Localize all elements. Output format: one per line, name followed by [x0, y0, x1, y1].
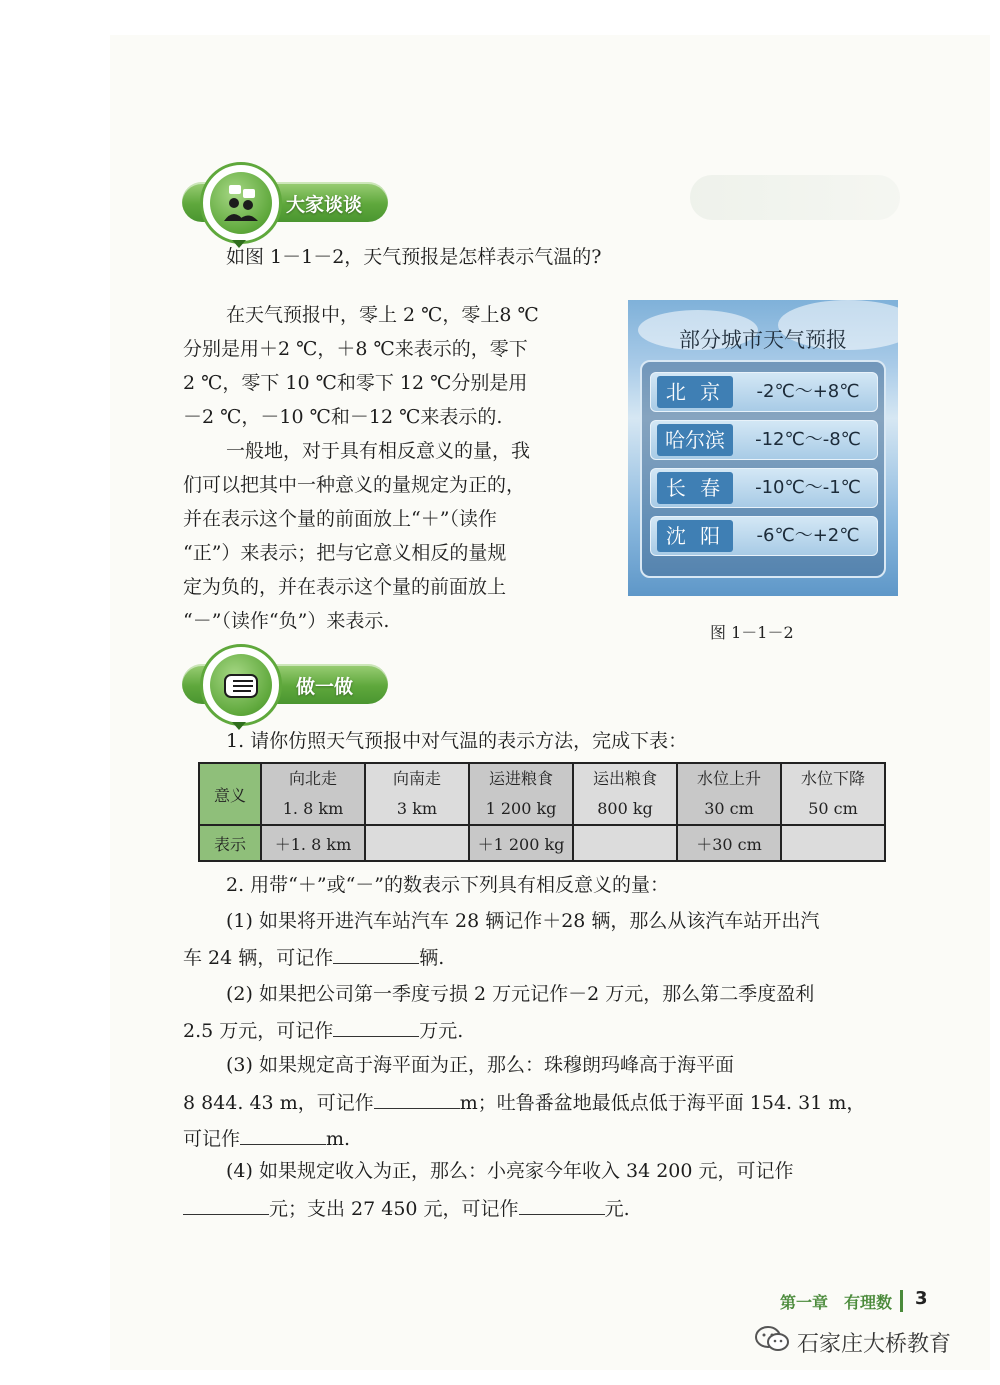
weather-row: [650, 372, 878, 412]
table-answer-cell: ＋1 200 kg: [469, 825, 573, 861]
practice-title: 做一做: [296, 676, 354, 698]
city-name: 哈尔滨: [657, 424, 733, 456]
table-answer-cell: [365, 825, 469, 861]
city-name: 沈 阳: [657, 520, 733, 552]
para2-line: 定为负的，并在表示这个量的前面放上: [183, 576, 507, 598]
answer-blank[interactable]: [183, 1196, 269, 1215]
watermark-text: 石家庄大桥教育: [797, 1331, 952, 1357]
question-2-2-cont: 2.5 万元，可记作 万元.: [183, 1020, 464, 1042]
table-row-label: 表示: [199, 825, 261, 861]
question-2-2: (2) 如果把公司第一季度亏损 2 万元记作－2 万元，那么第二季度盈利: [226, 983, 815, 1005]
weather-row: [650, 420, 878, 460]
weather-forecast-figure: [628, 300, 898, 596]
city-name: 北 京: [657, 376, 733, 408]
watermark: [755, 1325, 951, 1359]
para2-line: “正”）来表示；把与它意义相反的量规: [183, 542, 507, 564]
para1-line: 在天气预报中，零上 2 ℃，零上8 ℃: [226, 304, 539, 326]
question-2-4-cont: 元；支出 27 450 元，可记作 元.: [183, 1196, 630, 1220]
table-header-cell: 水位下降 50 cm: [781, 763, 885, 825]
para2-line: “－”（读作“负”）来表示.: [183, 610, 390, 632]
weather-row: [650, 516, 878, 556]
table-answer-cell: [781, 825, 885, 861]
weather-row: [650, 468, 878, 508]
practice-header-pointer: [232, 722, 246, 730]
question-2-1-cont: 车 24 辆，可记作 辆.: [183, 947, 445, 969]
question-2-4: (4) 如果规定收入为正，那么：小亮家今年收入 34 200 元，可记作: [226, 1160, 794, 1182]
figure-caption: 图 1－1－2: [710, 623, 794, 642]
practice-header-badge: [200, 644, 282, 726]
table-answer-cell: ＋30 cm: [677, 825, 781, 861]
table-answer-cell: ＋1. 8 km: [261, 825, 365, 861]
para1-line: 分别是用＋2 ℃，＋8 ℃来表示的，零下: [183, 338, 528, 360]
chapter-label: 第一章 有理数: [780, 1293, 893, 1312]
question-2-3-cont: 8 844. 43 m，可记作 m；吐鲁番盆地最低点低于海平面 154. 31 m，: [183, 1092, 866, 1114]
discuss-title: 大家谈谈: [286, 194, 363, 216]
answer-blank[interactable]: [374, 1090, 460, 1109]
temperature-range: -2℃～+8℃: [756, 381, 860, 402]
answer-blank[interactable]: [333, 945, 419, 964]
city-name: 长 春: [657, 472, 733, 504]
question-2-3-cont2: 可记作 m.: [183, 1128, 351, 1150]
table-header-cell: 向南走 3 km: [365, 763, 469, 825]
bleed-through-shadow: [690, 175, 900, 220]
table-row-label: 意义: [199, 763, 261, 825]
discuss-question: 如图 1－1－2，天气预报是怎样表示气温的?: [226, 246, 602, 268]
table-header-cell: 运进粮食 1 200 kg: [469, 763, 573, 825]
question-2: 2. 用带“＋”或“－”的数表示下列具有相反意义的量：: [226, 874, 670, 896]
page-number: 3: [915, 1288, 928, 1309]
opposite-quantities-table: [198, 762, 886, 862]
para2-line: 们可以把其中一种意义的量规定为正的，: [183, 474, 526, 496]
answer-blank[interactable]: [333, 1018, 419, 1037]
answer-blank[interactable]: [519, 1196, 605, 1215]
weather-title: 部分城市天气预报: [679, 328, 847, 352]
table-header-cell: 水位上升 30 cm: [677, 763, 781, 825]
table-header-cell: 运出粮食 800 kg: [573, 763, 677, 825]
table-header-cell: 向北走 1. 8 km: [261, 763, 365, 825]
answer-blank[interactable]: [240, 1126, 326, 1145]
temperature-range: -12℃～-8℃: [755, 429, 861, 450]
para2-line: 并在表示这个量的前面放上“＋”（读作: [183, 508, 497, 530]
temperature-range: -10℃～-1℃: [755, 477, 861, 498]
people-talking-icon: [210, 172, 272, 234]
discuss-header-badge: [200, 162, 282, 244]
weather-panel: [640, 360, 886, 578]
question-2-1: (1) 如果将开进汽车站汽车 28 辆记作＋28 辆，那么从该汽车站开出汽: [226, 910, 820, 932]
para2-line: 一般地，对于具有相反意义的量，我: [226, 440, 531, 462]
footer-divider: [900, 1290, 903, 1312]
hand-icon: [210, 654, 272, 716]
wechat-icon: [755, 1325, 789, 1359]
temperature-range: -6℃～+2℃: [756, 525, 860, 546]
question-1: 1. 请你仿照天气预报中对气温的表示方法，完成下表：: [226, 730, 688, 752]
para1-line: －2 ℃，－10 ℃和－12 ℃来表示的.: [183, 406, 503, 428]
para1-line: 2 ℃，零下 10 ℃和零下 12 ℃分别是用: [183, 372, 528, 394]
question-2-3: (3) 如果规定高于海平面为正，那么：珠穆朗玛峰高于海平面: [226, 1054, 734, 1076]
table-answer-cell: [573, 825, 677, 861]
